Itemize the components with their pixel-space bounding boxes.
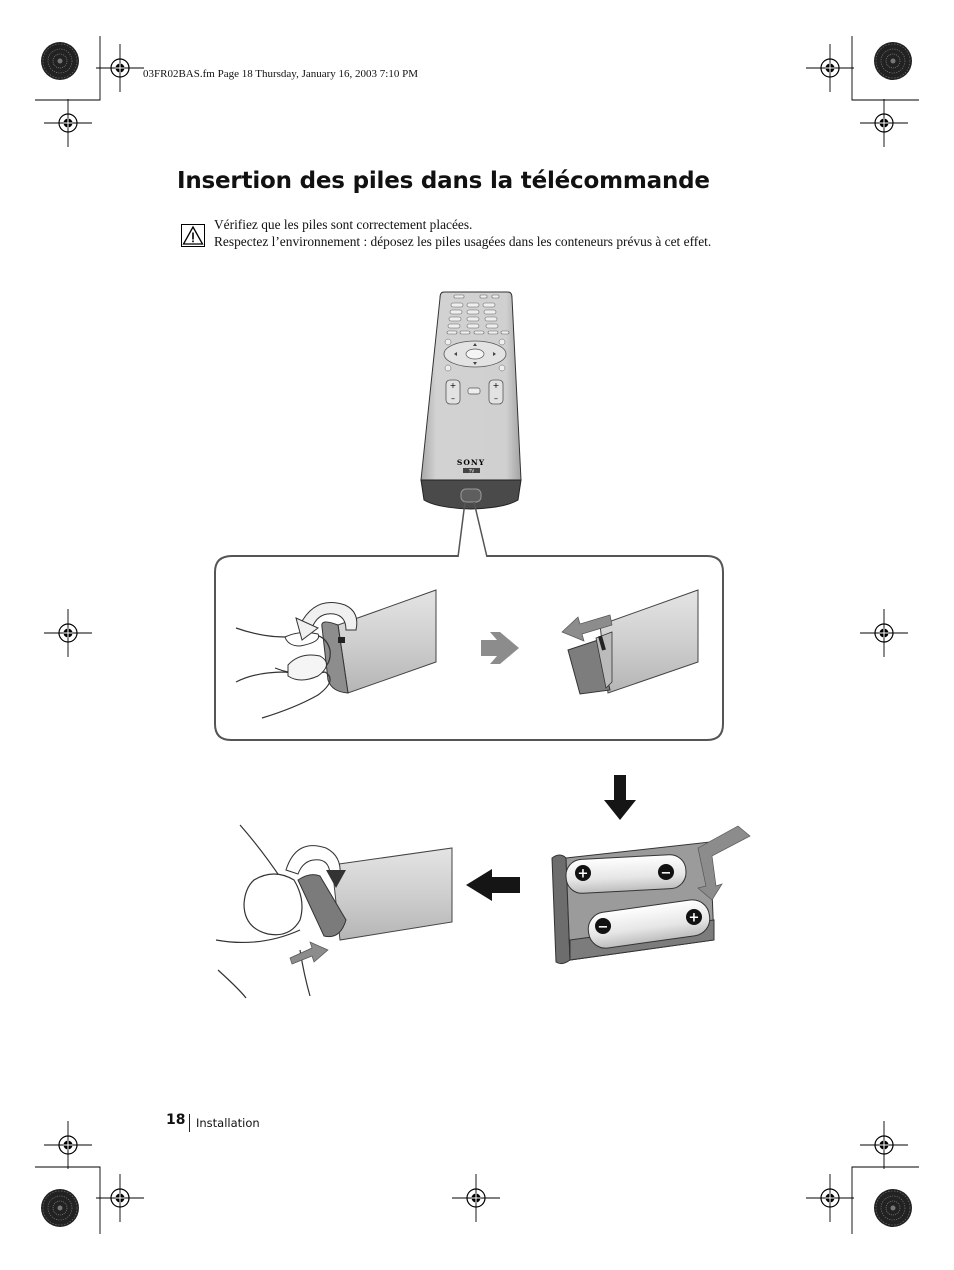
svg-text:−: − bbox=[660, 866, 672, 881]
svg-text:+: + bbox=[449, 381, 457, 390]
section-name: Installation bbox=[196, 1116, 260, 1130]
svg-text:−: − bbox=[597, 920, 609, 935]
arrow-left-icon bbox=[466, 869, 520, 901]
svg-text:+: + bbox=[492, 381, 500, 390]
arrow-insert-icon bbox=[698, 826, 750, 900]
svg-text:–: – bbox=[494, 394, 498, 403]
remote-badge-label: TV bbox=[468, 468, 475, 474]
svg-text:–: – bbox=[451, 394, 455, 403]
warning-line-1: Vérifiez que les piles sont correctement placées. bbox=[214, 217, 473, 232]
arrow-down-icon bbox=[604, 775, 636, 820]
warning-line-2: Respectez l’environnement : déposez les piles usagées dans les conteneurs prévus à cet effet. bbox=[214, 234, 712, 249]
page-title: Insertion des piles dans la télécommande bbox=[177, 168, 710, 194]
step-open-cover bbox=[236, 590, 436, 718]
footer-separator bbox=[189, 1114, 190, 1132]
print-header-info: 03FR02BAS.fm Page 18 Thursday, January 16, 2003 7:10 PM bbox=[143, 68, 418, 80]
remote-brand-label: SONY bbox=[456, 458, 486, 467]
step-pull-tray bbox=[562, 590, 698, 694]
svg-text:+: + bbox=[688, 910, 700, 926]
page-number: 18 bbox=[166, 1112, 186, 1128]
step-close-cover bbox=[216, 825, 452, 998]
arrow-next-step-icon bbox=[481, 632, 519, 664]
step-insert-batteries bbox=[552, 826, 750, 964]
svg-text:+: + bbox=[577, 866, 589, 882]
remote-control bbox=[421, 292, 521, 509]
